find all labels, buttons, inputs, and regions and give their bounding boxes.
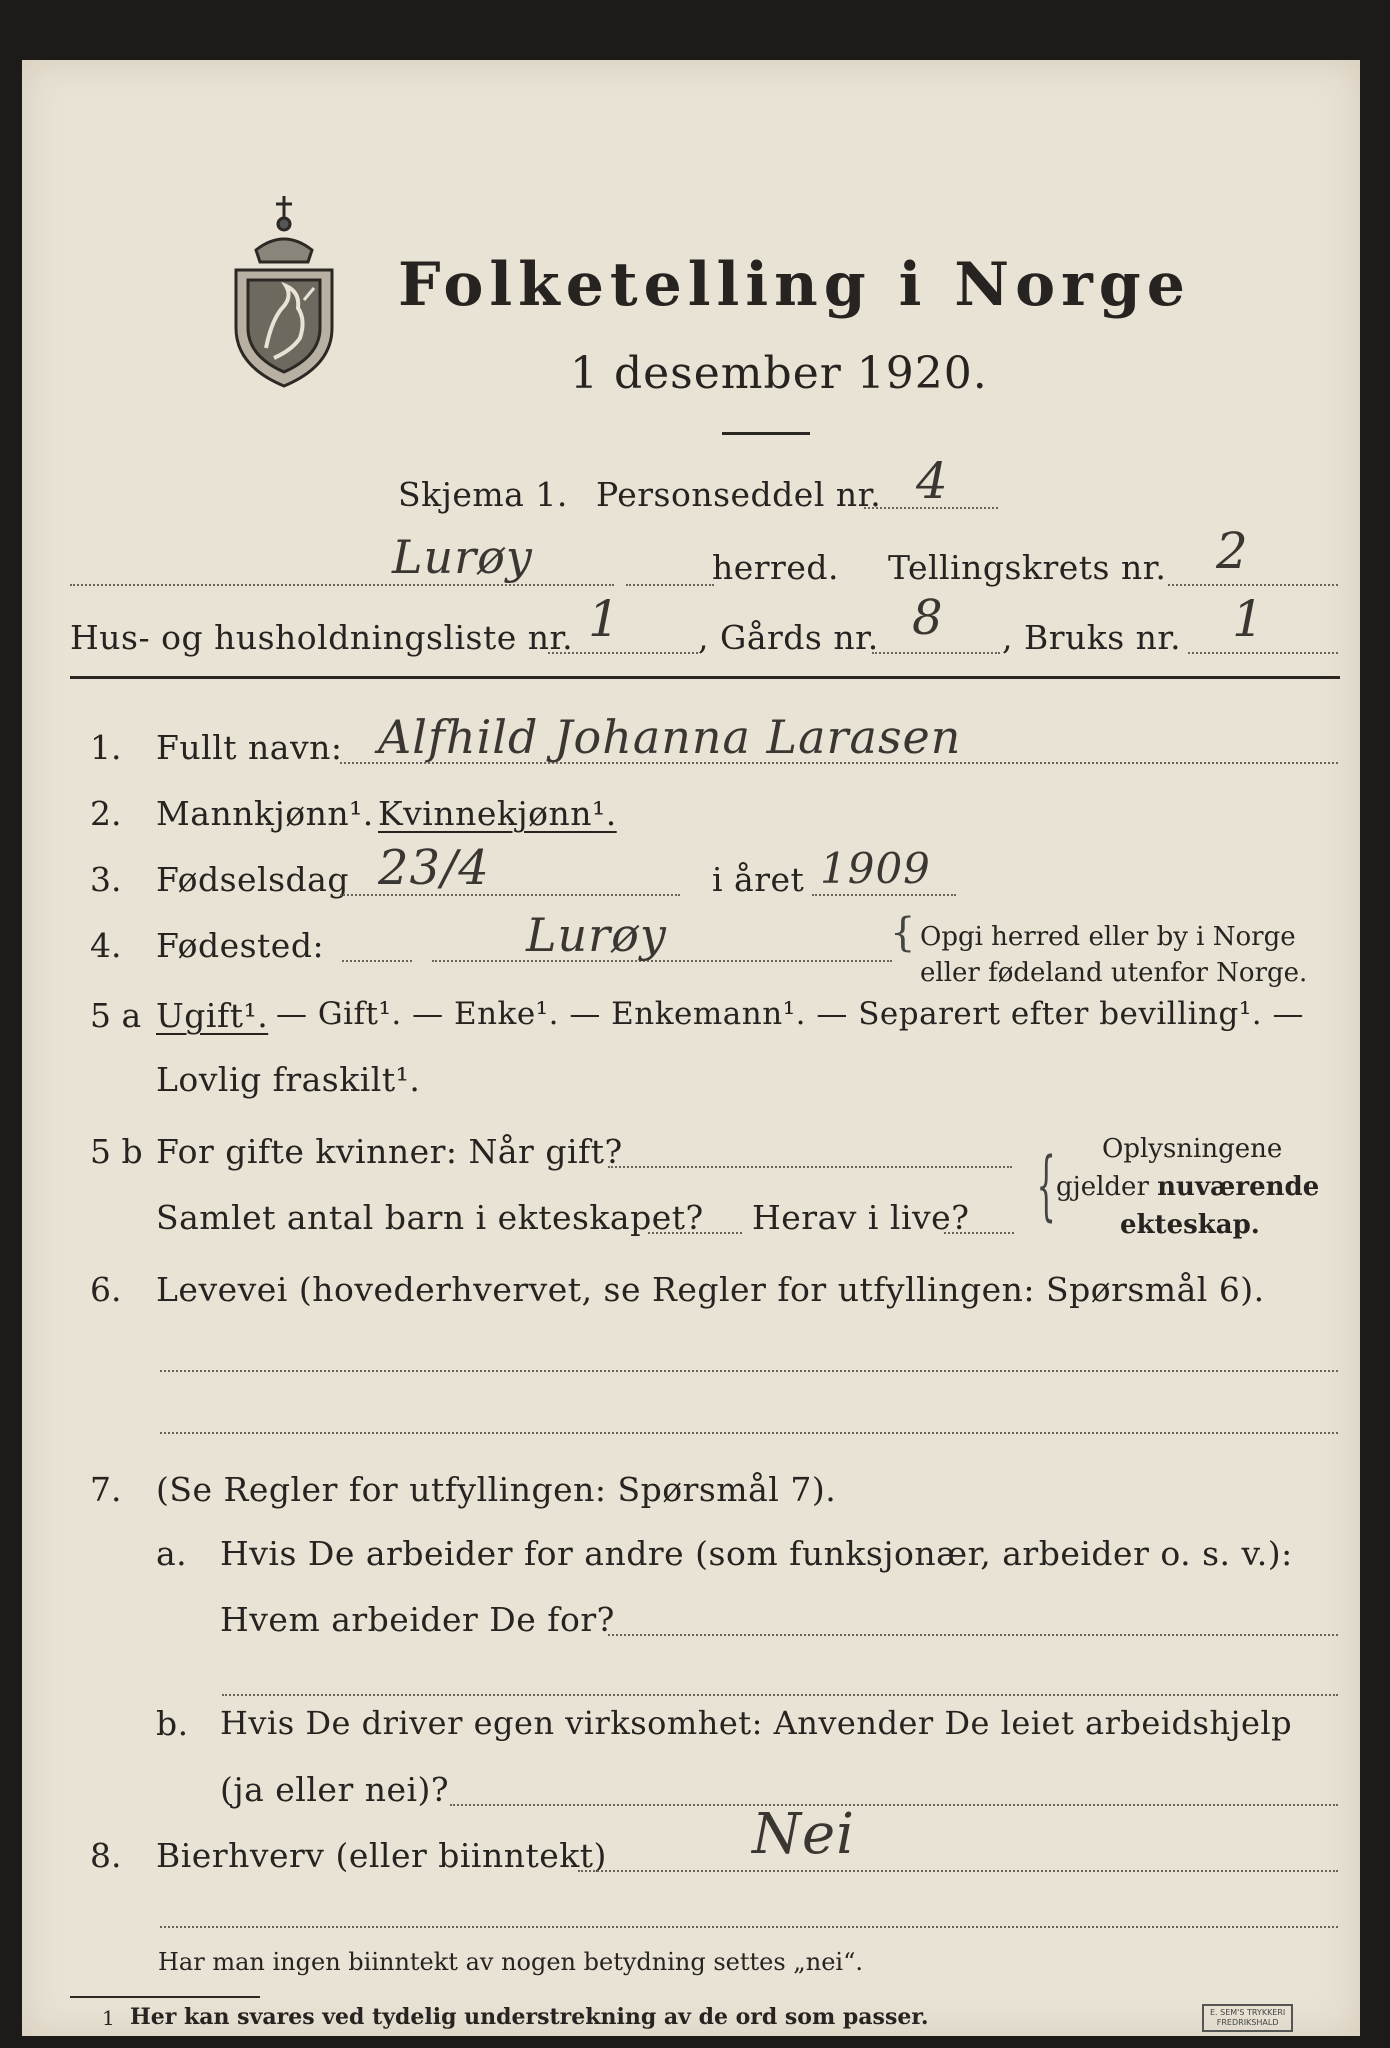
footnote-divider (70, 1996, 260, 1998)
tellingskrets-value: 2 (1216, 522, 1249, 580)
q7a-line1: Hvis De arbeider for andre (som funksjonær, arbeider o. s. v.): (220, 1534, 1293, 1573)
side-income-value: Nei (752, 1802, 856, 1867)
birthyear-value: 1909 (820, 844, 931, 893)
full-name-value: Alfhild Johanna Larasen (378, 710, 962, 764)
ugift-option: Ugift¹. (156, 996, 269, 1035)
marriage-note-line3: ekteskap. (1120, 1210, 1260, 1240)
birthyear-label: i året (712, 860, 805, 899)
q7b-letter: b. (156, 1704, 189, 1743)
q7-label: (Se Regler for utfyllingen: Spørsmål 7). (156, 1470, 837, 1509)
q1-number: 1. (90, 728, 122, 767)
q7a-letter: a. (156, 1534, 188, 1573)
birthplace-label: Fødested: (156, 926, 325, 965)
birthplace-note-line1: Opgi herred eller by i Norge (920, 922, 1296, 952)
title-divider (722, 432, 810, 435)
birthdate-value: 23/4 (378, 840, 490, 896)
kvinnekjonn-option: Kvinnekjønn¹. (378, 794, 617, 833)
skjema-label: Skjema 1. (398, 475, 568, 514)
q2-number: 2. (90, 794, 122, 833)
q7-number: 7. (90, 1470, 122, 1509)
municipality-value: Lurøy (392, 530, 533, 584)
marriage-note-line2: gjelder nuværende (1056, 1172, 1320, 1202)
occupation-label: Levevei (hovederhvervet, se Regler for utfyllingen: Spørsmål 6). (156, 1270, 1265, 1309)
hired-help-label: (ja eller nei)? (220, 1770, 450, 1809)
q3-number: 3. (90, 860, 122, 899)
marriage-note-line1: Oplysningene (1102, 1134, 1283, 1164)
employer-label: Hvem arbeider De for? (220, 1600, 615, 1639)
tellingskrets-label: Tellingskrets nr. (888, 548, 1167, 587)
lovlig-fraskilt-option: Lovlig fraskilt¹. (156, 1060, 421, 1099)
census-date: 1 desember 1920. (570, 348, 988, 399)
husholdning-label: Hus- og husholdningsliste nr. (70, 618, 574, 657)
q6-number: 6. (90, 1270, 122, 1309)
q7b-line1: Hvis De driver egen virksomhet: Anvender De leiet arbeidshjelp (220, 1704, 1293, 1742)
q4-number: 4. (90, 926, 122, 965)
personseddel-value: 4 (916, 452, 949, 510)
full-name-label: Fullt navn: (156, 728, 343, 767)
printer-stamp: E. SEM'S TRYKKERI FREDRIKSHALD (1202, 2004, 1293, 2032)
footnote-mark: 1 (102, 2006, 115, 2030)
children-alive-label: Herav i live? (752, 1198, 970, 1237)
personseddel-label: Personseddel nr. (596, 475, 882, 514)
children-total-label: Samlet antal barn i ekteskapet? (156, 1198, 704, 1237)
mannkjonn-option: Mannkjønn¹. (156, 794, 374, 833)
q5a-number: 5 a (90, 996, 142, 1035)
gards-value: 8 (912, 590, 944, 646)
gards-label: , Gårds nr. (698, 618, 879, 657)
census-form-page: Folketelling i Norge 1 desember 1920. Skjema 1. Personseddel nr. 4 Lurøy herred. Tellingskrets nr. 2 Hus- og husholdningsliste nr. 1 , Gårds nr. 8 , Bruks nr. 1 1. Fullt navn: Alfhild Johanna Larasen 2. Mannkjønn¹. Kvinnekjønn¹. 3. Fødselsdag 23/4 i året 1909 4. Fødested: Lurøy { Opgi herred eller by i Norge eller fødeland utenfor Norge. 5 a Ugift¹. — Gift¹. — Enke¹. — Enkemann¹. — Separert efter bevilling¹. — Lovlig fraskilt¹. 5 b For gifte kvinner: Når gift? Samlet antal barn i ekteskapet? Herav i live? { Oplysningene gjelder nuværende ekteskap. 6. Levevei (hovederhvervet, se Regler for utfyllingen: Spørsmål 6). 7. (Se Regler for utfyllingen: Spørsmål 7). a. Hvis De arbeider for andre (som funksjonær, arbeider o. s. v.): Hvem arbeider De for? b. Hvis De driver egen virksomhet: Anvender De leiet arbeidshjelp (ja eller nei)? 8. Bierhverv (eller biinntekt) Nei Har man ingen biinntekt av nogen betydning settes „nei“. 1 Her kan svares ved tydelig understrekning av de ord som passer. E. SEM'S TRYKKERI FREDRIKSHALD (22, 60, 1360, 2036)
no-income-note: Har man ingen biinntekt av nogen betydning settes „nei“. (158, 1948, 863, 1976)
bruks-label: , Bruks nr. (1002, 618, 1182, 657)
footnote-text: Her kan svares ved tydelig understrekning av de ord som passer. (130, 2004, 929, 2030)
birthplace-value: Lurøy (526, 908, 667, 962)
married-women-label: For gifte kvinner: Når gift? (156, 1132, 623, 1171)
form-title: Folketelling i Norge (398, 250, 1191, 320)
side-income-label: Bierhverv (eller biinntekt) (156, 1836, 607, 1875)
q5b-number: 5 b (90, 1132, 143, 1171)
norwegian-coat-of-arms-icon (226, 188, 342, 388)
header-separator (70, 676, 1340, 679)
birthplace-note-line2: eller fødeland utenfor Norge. (920, 958, 1308, 988)
bruks-value: 1 (1232, 590, 1265, 648)
husholdning-value: 1 (588, 590, 621, 648)
civil-status-options: — Gift¹. — Enke¹. — Enkemann¹. — Separert efter bevilling¹. — (276, 996, 1304, 1032)
herred-label: herred. (712, 548, 839, 587)
q8-number: 8. (90, 1836, 122, 1875)
birthdate-label: Fødselsdag (156, 860, 349, 899)
